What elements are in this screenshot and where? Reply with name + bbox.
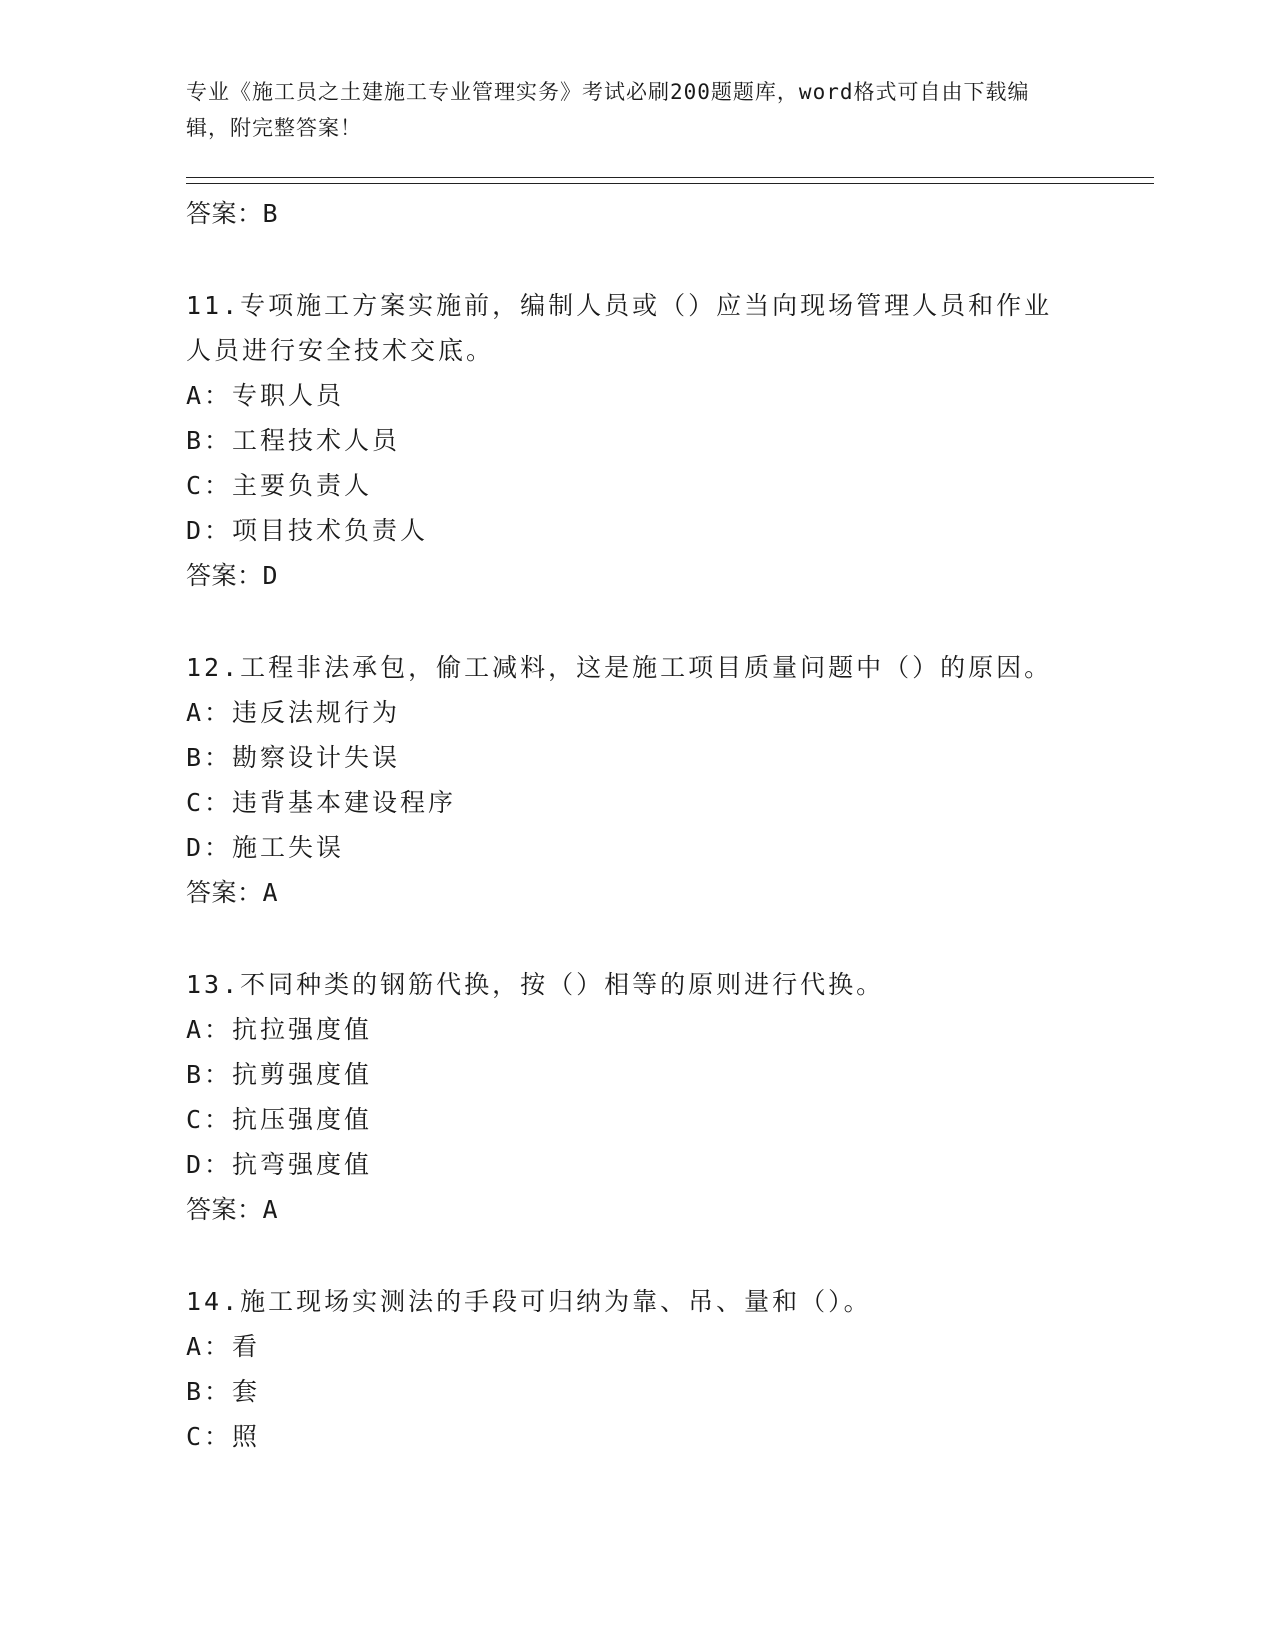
spacer xyxy=(186,236,1086,283)
option-a: A：抗拉强度值 xyxy=(186,1015,373,1044)
option-b: B：套 xyxy=(186,1377,261,1406)
question-text: 13.不同种类的钢筋代换，按（）相等的原则进行代换。 xyxy=(186,970,885,999)
spacer xyxy=(186,1232,1086,1279)
option-c: C：照 xyxy=(186,1422,261,1451)
question-block xyxy=(186,962,1086,1232)
option-b: B：抗剪强度值 xyxy=(186,1060,373,1089)
question-block xyxy=(186,283,1086,598)
option-c: C：抗压强度值 xyxy=(186,1105,373,1134)
answer-line: 答案：A xyxy=(186,1195,279,1224)
question-block xyxy=(186,1279,1086,1459)
option-b: B：勘察设计失误 xyxy=(186,743,401,772)
question-text: 12.工程非法承包，偷工减料，这是施工项目质量问题中（）的原因。 xyxy=(186,653,1053,682)
option-d: D：项目技术负责人 xyxy=(186,516,429,545)
spacer xyxy=(186,915,1086,962)
answer-line: 答案：A xyxy=(186,878,279,907)
option-c: C：主要负责人 xyxy=(186,471,373,500)
answer-line: 答案：B xyxy=(186,199,279,228)
spacer xyxy=(186,598,1086,645)
option-c: C：违背基本建设程序 xyxy=(186,788,457,817)
option-a: A：违反法规行为 xyxy=(186,698,401,727)
question-text-continued: 人员进行安全技术交底。 xyxy=(186,336,495,365)
question-text: 11.专项施工方案实施前，编制人员或（）应当向现场管理人员和作业 xyxy=(186,291,1053,320)
option-d: D：抗弯强度值 xyxy=(186,1150,373,1179)
option-a: A：看 xyxy=(186,1332,261,1361)
question-block xyxy=(186,645,1086,915)
answer-line: 答案：D xyxy=(186,561,279,590)
question-list xyxy=(186,191,1086,1459)
option-d: D：施工失误 xyxy=(186,833,345,862)
header-rule-bottom xyxy=(186,183,1154,184)
option-b: B：工程技术人员 xyxy=(186,426,401,455)
page-header: 专业《施工员之土建施工专业管理实务》考试必刷200题题库，word格式可自由下载编辑，附完整答案！ xyxy=(186,80,1030,140)
option-a: A：专职人员 xyxy=(186,381,345,410)
question-text: 14.施工现场实测法的手段可归纳为靠、吊、量和（）。 xyxy=(186,1287,872,1316)
header-rule-top xyxy=(186,177,1154,178)
